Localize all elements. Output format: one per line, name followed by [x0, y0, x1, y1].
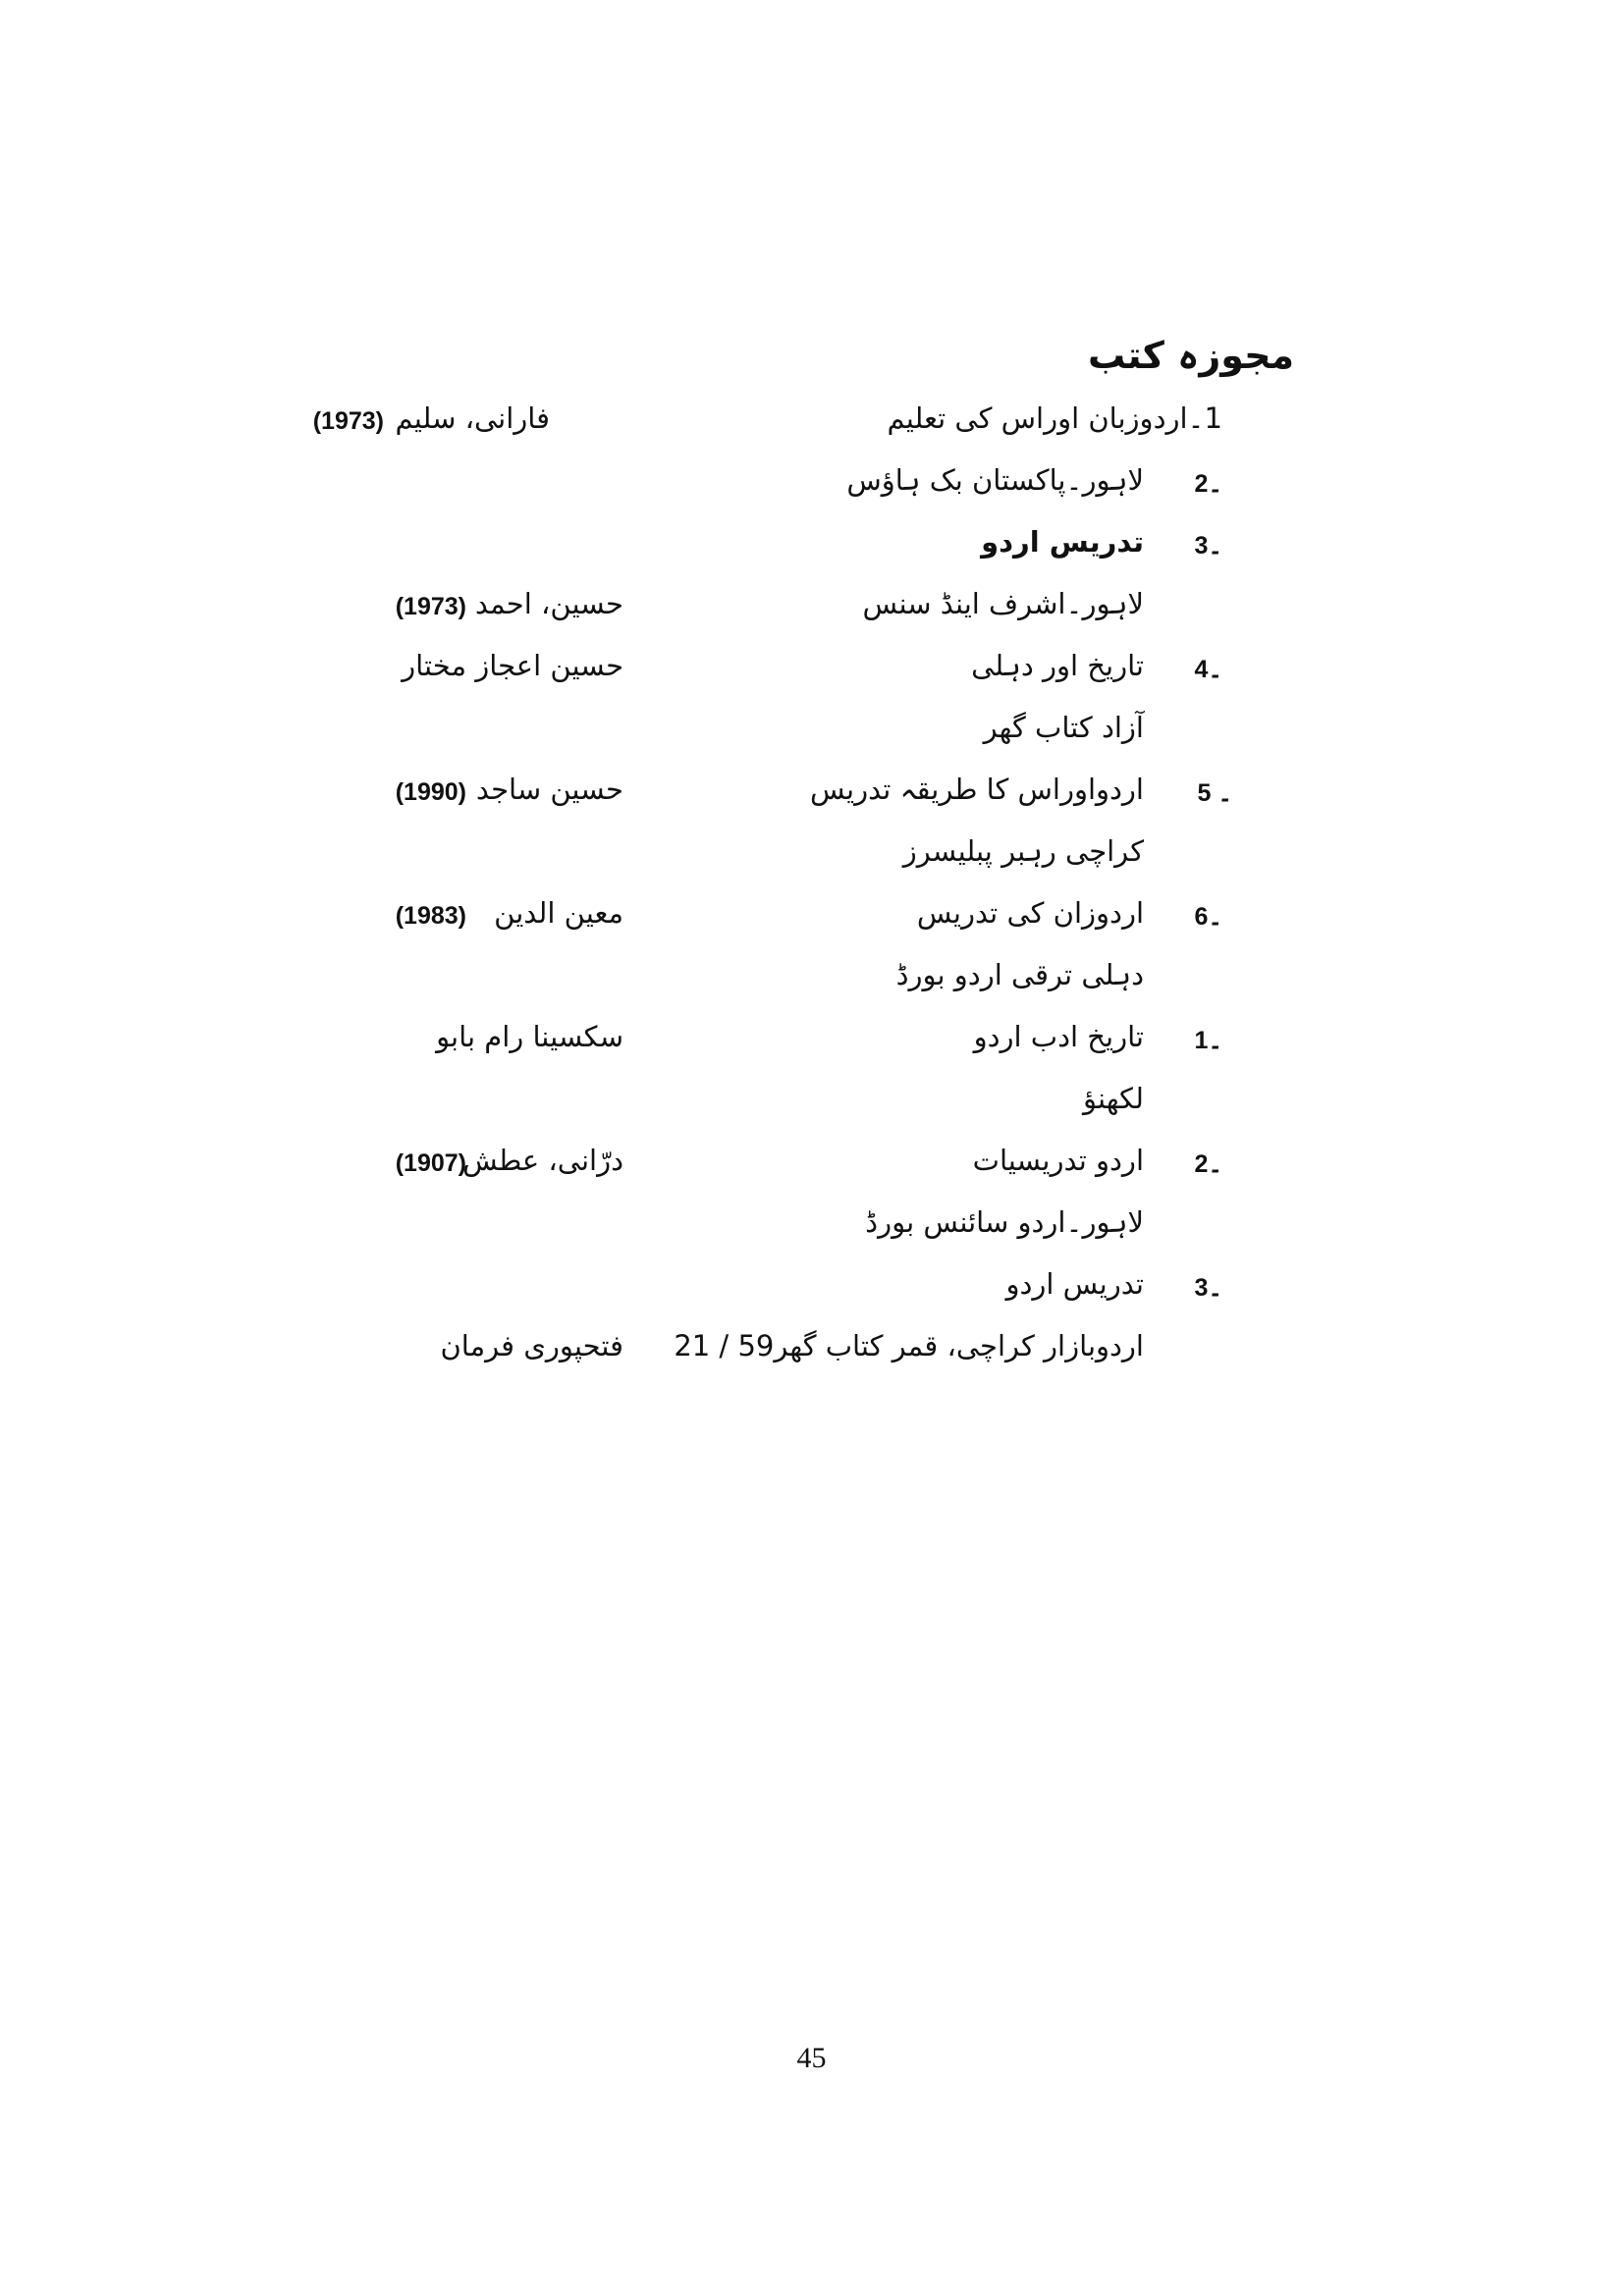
list-item	[0, 892, 1623, 941]
book-author: فتحپوری فرمان	[440, 1329, 623, 1362]
list-item	[0, 830, 1623, 880]
list-item	[0, 1263, 1623, 1312]
list-item	[0, 1016, 1623, 1065]
book-author: معین الدین	[494, 896, 623, 930]
book-title: لاہور۔پاکستان بک ہاؤس	[846, 463, 1144, 497]
item-number: 3۔	[1194, 1274, 1222, 1302]
book-title: اردوزان کی تدریس	[916, 896, 1144, 930]
book-author: فارانی، سلیم	[395, 401, 550, 435]
list-item	[0, 707, 1623, 756]
list-item	[0, 521, 1623, 570]
list-item	[0, 954, 1623, 1003]
page-number: 45	[796, 2042, 827, 2074]
list-item	[0, 1201, 1623, 1251]
item-number: 4۔	[1194, 656, 1222, 683]
item-number: 1۔	[1194, 1027, 1222, 1054]
publication-year: (1973)	[312, 407, 384, 435]
book-title: تدریس اردو	[981, 525, 1144, 559]
item-number: 5 ۔	[1197, 779, 1232, 807]
book-publisher: کراچی رہبر پبلیسرز	[902, 834, 1144, 868]
book-publisher: لکھنؤ	[1083, 1082, 1144, 1115]
book-title: تدریس اردو	[1005, 1267, 1144, 1301]
book-title: تاریخ ادب اردو	[973, 1020, 1144, 1053]
item-number: 2۔	[1194, 1150, 1222, 1178]
publication-year: (1990)	[395, 778, 466, 806]
book-publisher: لاہور۔اردو سائنس بورڈ	[865, 1205, 1144, 1239]
item-number: 3۔	[1194, 532, 1222, 560]
list-item	[0, 769, 1623, 818]
list-item	[0, 459, 1623, 508]
list-item	[0, 583, 1623, 632]
list-item	[0, 1325, 1623, 1374]
list-item	[0, 1140, 1623, 1189]
book-publisher: اردوبازار کراچی، قمر کتاب گھر59 / 21	[674, 1329, 1144, 1362]
book-publisher: دہلی ترقی اردو بورڈ	[895, 958, 1144, 991]
book-author: حسین ساجد	[475, 773, 623, 806]
book-title: اردو تدریسیات	[972, 1144, 1144, 1177]
item-number: 2۔	[1194, 470, 1222, 498]
list-item	[0, 398, 1623, 447]
book-title: اردواوراس کا طریقہ تدریس	[810, 773, 1144, 806]
book-publisher: لاہور۔اشرف اینڈ سنس	[862, 587, 1144, 620]
page-title: مجوزہ کتب	[1088, 334, 1294, 377]
book-author: سکسینا رام بابو	[436, 1020, 623, 1053]
publication-year: (1973)	[395, 593, 466, 620]
book-author: حسین، احمد	[474, 587, 623, 620]
item-number: 6۔	[1194, 903, 1222, 931]
book-author: حسین اعجاز مختار	[402, 649, 623, 682]
publication-year: (1983)	[395, 902, 466, 930]
book-title: تاریخ اور دہلی	[971, 649, 1144, 682]
list-item	[0, 1078, 1623, 1127]
list-item	[0, 645, 1623, 694]
book-author: درّانی، عطش	[462, 1144, 623, 1177]
book-publisher: آزاد کتاب گھر	[983, 711, 1144, 744]
publication-year: (1907)	[395, 1149, 466, 1177]
book-title: 1۔اردوزبان اوراس کی تعلیم	[887, 401, 1222, 435]
